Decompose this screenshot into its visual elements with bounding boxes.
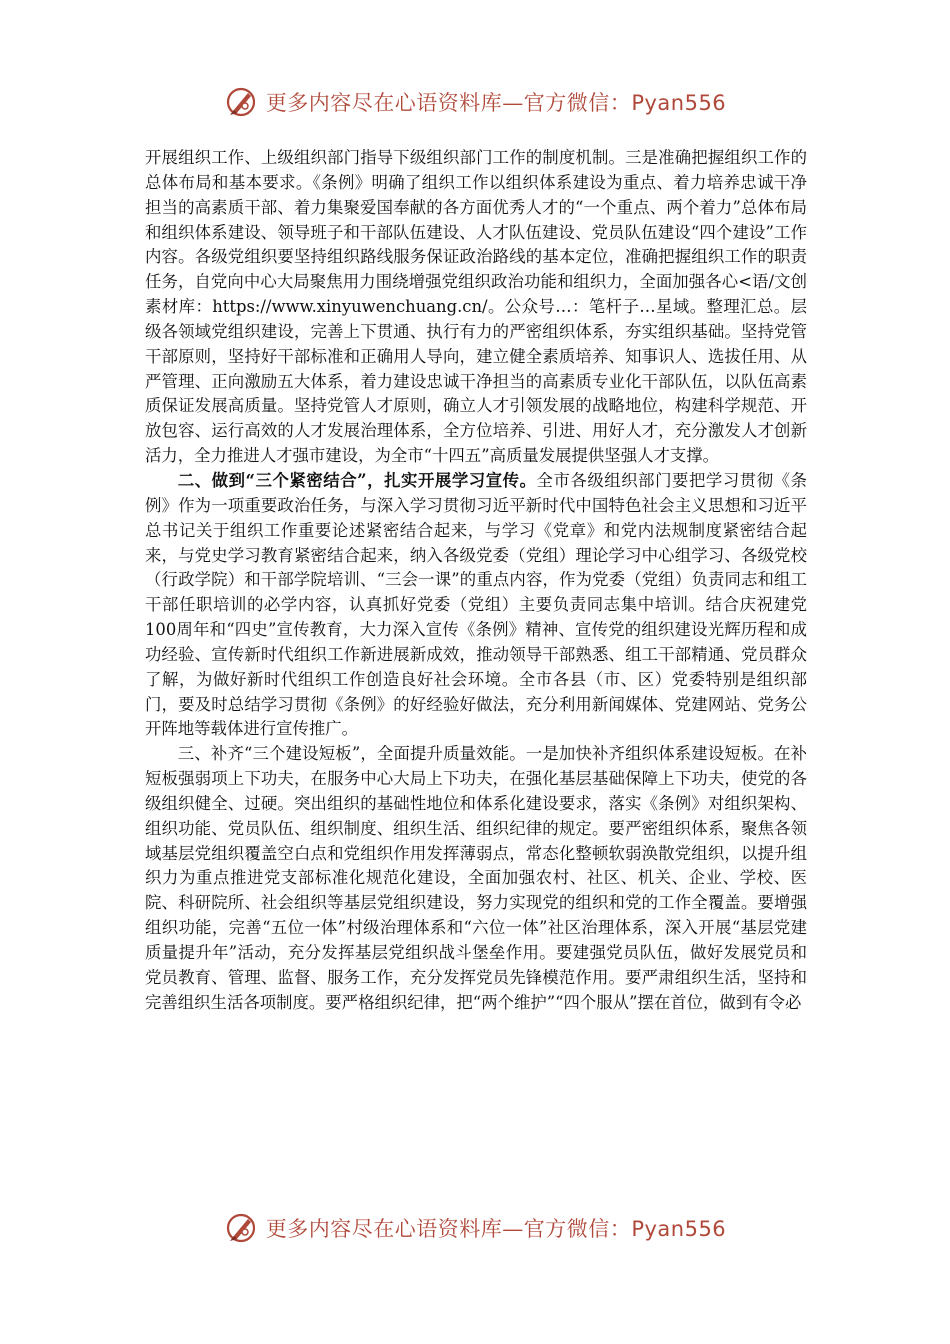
header-banner: [0, 80, 950, 124]
pen-circle-logo-icon: [224, 1211, 258, 1245]
header-banner-wechat-id: Pyan556: [631, 91, 727, 115]
footer-banner-wechat-id: Pyan556: [631, 1217, 727, 1241]
paragraph-2: [145, 469, 807, 742]
footer-banner: [0, 1206, 950, 1250]
footer-banner-text: [266, 1213, 726, 1243]
document-body: [145, 146, 807, 1016]
header-banner-label: 更多内容尽在心语资料库—官方微信：: [265, 91, 632, 115]
paragraph-2-text: 全市各级组织部门要把学习贯彻《条例》作为一项重要政治任务，与深入学习贯彻习近平新时代中国特色社会主义思想和习近平总书记关于组织工作重要论述紧密结合起来，与学习《党章》和党内法规制度紧密结合起来，与党史学习教育紧密结合起来，纳入各级党委（党组）理论学习中心组学习、各级党校（行政学院）和干部学院培训、“三会一课”的重点内容，作为党委（党组）负责同志和组工干部任职培训的必学内容，认真抓好党委（党组）主要负责同志集中培训。结合庆祝建党100周年和“四史”宣传教育，大力深入宣传《条例》精神、宣传党的组织建设光辉历程和成功经验、宣传新时代组织工作新进展新成效，推动领导干部熟悉、组工干部精通、党员群众了解，为做好新时代组织工作创造良好社会环境。全市各县（市、区）党委特别是组织部门，要及时总结学习贯彻《条例》的好经验好做法，充分利用新闻媒体、党建网站、党务公开阵地等载体进行宣传推广。: [145, 470, 808, 739]
paragraph-2-heading: 二、做到“三个紧密结合”，扎实开展学习宣传。: [177, 470, 537, 490]
paragraph-1: 开展组织工作、上级组织部门指导下级组织部门工作的制度机制。三是准确把握组织工作的总体布局和基本要求。《条例》明确了组织工作以组织体系建设为重点、着力培养忠诚干净担当的高素质干部、着力集聚爱国奉献的各方面优秀人才的“一个重点、两个着力”总体布局和组织体系建设、领导班子和干部队伍建设、人才队伍建设、党员队伍建设“四个建设”工作内容。各级党组织要坚持组织路线服务保证政治路线的基本定位，准确把握组织工作的职责任务，自党向中心大局聚焦用力围绕增强党组织政治功能和组织力，全面加强各心<语/文创素材库：https://www.xinyuwenchuang.cn/。公众号…：笔杆子…星域。整理汇总。层级各领域党组织建设，完善上下贯通、执行有力的严密组织体系，夯实组织基础。坚持党管干部原则，坚持好干部标准和正确用人导向，建立健全素质培养、知事识人、选拔任用、从严管理、正向激励五大体系，着力建设忠诚干净担当的高素质专业化干部队伍，以队伍高素质保证发展高质量。坚持党管人才原则，确立人才引领发展的战略地位，构建科学规范、开放包容、运行高效的人才发展治理体系，全方位培养、引进、用好人才，充分激发人才创新活力，全力推进人才强市建设，为全市“十四五”高质量发展提供坚强人才支撑。: [145, 148, 807, 466]
paragraph-3: 三、补齐“三个建设短板”，全面提升质量效能。一是加快补齐组织体系建设短板。在补短板强弱项上下功夫，在服务中心大局上下功夫，在强化基层基础保障上下功夫，使党的各级组织健全、过硬。突出组织的基础性地位和体系化建设要求，落实《条例》对组织架构、组织功能、党员队伍、组织制度、组织生活、组织纪律的规定。要严密组织体系，聚焦各领域基层党组织覆盖空白点和党组织作用发挥薄弱点，常态化整顿软弱涣散党组织，以提升组织力为重点推进党支部标准化规范化建设，全面加强农村、社区、机关、企业、学校、医院、科研院所、社会组织等基层党组织建设，努力实现党的组织和党的工作全覆盖。要增强组织功能，完善“五位一体”村级治理体系和“六位一体”社区治理体系，深入开展“基层党建质量提升年”活动，充分发挥基层党组织战斗堡垒作用。要建强党员队伍，做好发展党员和党员教育、管理、监督、服务工作，充分发挥党员先锋模范作用。要严肃组织生活，坚持和完善组织生活各项制度。要严格组织纪律，把“两个维护”“四个服从”摆在首位，做到有令必: [145, 744, 807, 1012]
pen-circle-logo-icon: [224, 85, 258, 119]
header-banner-text: [266, 87, 726, 117]
footer-banner-label: 更多内容尽在心语资料库—官方微信：: [265, 1217, 632, 1241]
